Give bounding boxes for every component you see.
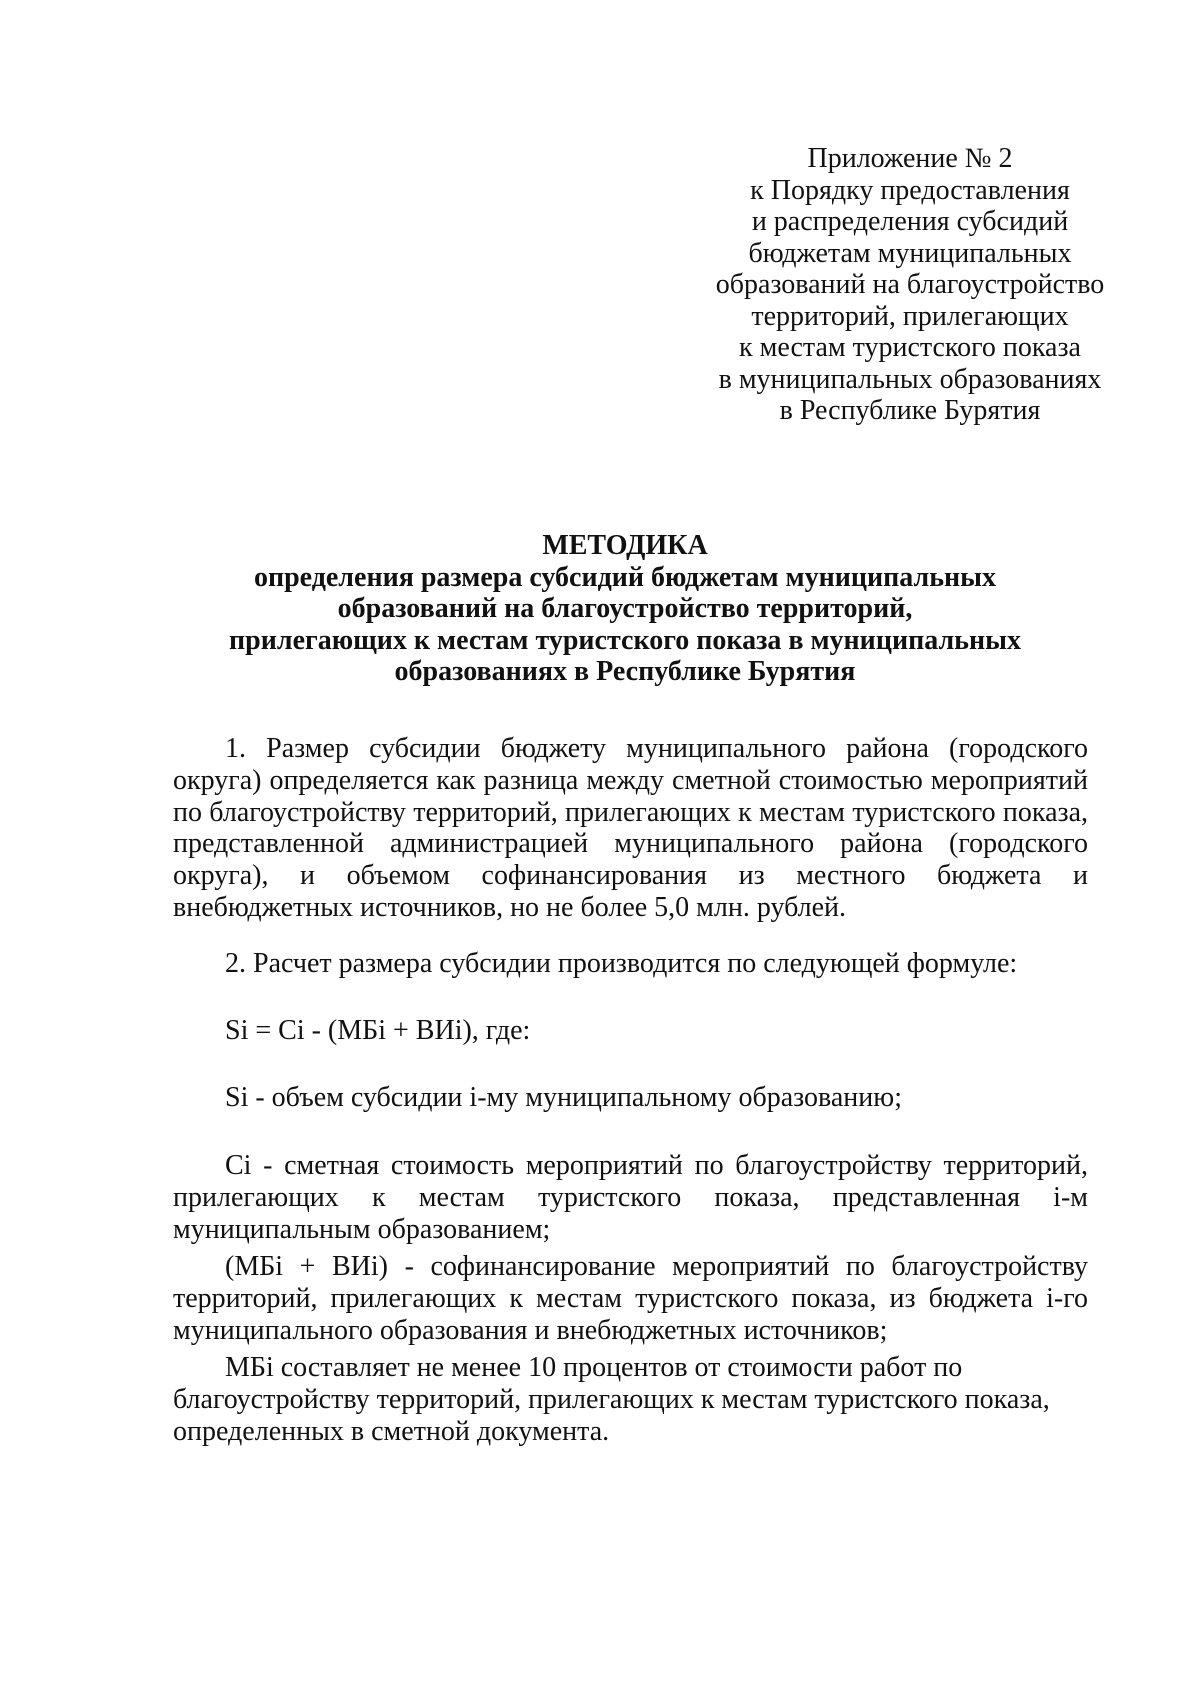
appendix-line: к местам туристского показа — [739, 332, 1081, 363]
definition-ci — [173, 1150, 1088, 1245]
title-subtitle-line: образований на благоустройство территорий, — [337, 593, 913, 624]
paragraph-2 — [173, 948, 1088, 980]
document-title — [170, 530, 1080, 688]
paragraph-1 — [173, 733, 1088, 924]
paragraph-line: Ci - сметная стоимость мероприятий по благоустройству территорий, — [225, 1150, 1088, 1181]
paragraph-line: Si - объем субсидии i-му муниципальному образованию; — [225, 1082, 902, 1113]
paragraph-line: представленной администрацией муниципального района (городского — [173, 828, 1088, 860]
definition-cofinancing — [173, 1251, 1088, 1346]
paragraph-line: округа), и объемом софинансирования из местного бюджета и — [173, 860, 1088, 892]
paragraph-line: 1. Размер субсидии бюджету муниципального района (городского — [225, 733, 1088, 764]
appendix-line: территорий, прилегающих — [751, 300, 1069, 332]
title-heading: МЕТОДИКА — [542, 530, 708, 561]
title-subtitle-line: образованиях в Республике Бурятия — [394, 656, 856, 687]
appendix-line: образований на благоустройство — [715, 269, 1105, 300]
paragraph-line: (МБi + ВИi) - софинансирование мероприятий по благоустройству — [225, 1251, 1088, 1282]
formula-line: Si = Ci - (МБi + ВИi), где: — [225, 1015, 531, 1046]
appendix-header — [700, 143, 1120, 427]
paragraph-line: территорий, прилегающих к местам туристского показа, из бюджета i-го — [173, 1282, 1088, 1314]
paragraph-line: МБi составляет не менее 10 процентов от стоимости работ по — [225, 1352, 963, 1383]
title-subtitle-line: определения размера субсидий бюджетам муниципальных — [253, 561, 997, 593]
paragraph-line: благоустройству территорий, прилегающих к местам туристского показа, — [173, 1383, 1050, 1415]
appendix-line: и распределения субсидий — [751, 206, 1069, 237]
definition-si — [173, 1082, 1088, 1114]
formula — [173, 1015, 1088, 1047]
paragraph-line: муниципальным образованием; — [173, 1213, 551, 1245]
paragraph-line: округа) определяется как разница между сметной стоимостью мероприятий — [173, 764, 1088, 796]
appendix-line: в Республике Бурятия — [779, 395, 1041, 426]
appendix-line: к Порядку предоставления — [750, 174, 1070, 206]
appendix-line: в муниципальных образованиях — [718, 363, 1102, 395]
title-subtitle-line: прилегающих к местам туристского показа в муниципальных — [229, 624, 1021, 656]
paragraph-line: внебюджетных источников, но не более 5,0 млн. рублей. — [173, 891, 847, 923]
paragraph-line: определенных в сметной документа. — [173, 1415, 610, 1447]
definition-mbi — [173, 1352, 1088, 1447]
paragraph-line: по благоустройству территорий, прилегающих к местам туристского показа, — [173, 796, 1088, 828]
appendix-line: бюджетам муниципальных — [748, 237, 1072, 269]
appendix-line: Приложение № 2 — [807, 143, 1013, 174]
paragraph-line: муниципального образования и внебюджетных источников; — [173, 1314, 888, 1346]
paragraph-line: прилегающих к местам туристского показа, представленная i-м — [173, 1181, 1088, 1213]
paragraph-line: 2. Расчет размера субсидии производится по следующей формуле: — [225, 948, 1018, 979]
